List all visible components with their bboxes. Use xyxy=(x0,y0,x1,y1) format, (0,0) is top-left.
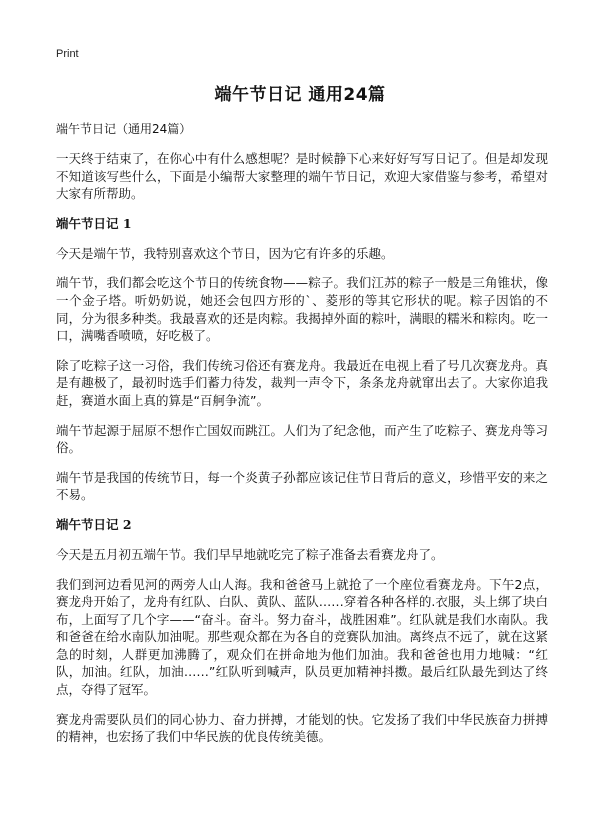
diary-1-heading: 端午节日记 1 xyxy=(56,215,132,231)
intro-paragraph: 一天终于结束了，在你心中有什么感想呢？是时候静下心来好好写写日记了。但是却发现不知道该写些什么，下面是小编帮大家整理的端午节日记，欢迎大家借鉴与参考，希望对大家有所帮助。 xyxy=(56,151,548,202)
diary-1-paragraph: 今天是端午节，我特别喜欢这个节日，因为它有许多的乐趣。 xyxy=(56,245,394,261)
diary-1-paragraph: 除了吃粽子这一习俗，我们传统习俗还有赛龙舟。我最近在电视上看了号几次赛龙舟。真是有趣极了，最初时选手们蓄力待发，裁判一声令下，条条龙舟就窜出去了。大家你追我赶，赛道水面上真的算是“百舸争流”。 xyxy=(56,357,548,408)
diary-1-paragraph: 端午节是我国的传统节日，每一个炎黄子孙都应该记住节日背后的意义，珍惜平安的来之不易。 xyxy=(56,469,548,503)
article-body xyxy=(56,120,548,758)
diary-2-heading: 端午节日记 2 xyxy=(56,516,132,532)
diary-1-paragraph: 端午节起源于屈原不想作亡国奴而跳江。人们为了纪念他，而产生了吃粽子、赛龙舟等习俗。 xyxy=(56,422,548,456)
page-title: 端午节日记 通用24篇 xyxy=(214,85,386,105)
print-link[interactable]: Print xyxy=(56,48,79,60)
diary-2-paragraph: 今天是五月初五端午节。我们早早地就吃完了粽子准备去看赛龙舟了。 xyxy=(56,546,444,562)
diary-2-paragraph: 赛龙舟需要队员们的同心协力、奋力拼搏，才能划的快。它发扬了我们中华民族奋力拼搏的精神，也宏扬了我们中华民族的优良传统美德。 xyxy=(56,711,548,745)
diary-1-paragraph: 端午节，我们都会吃这个节日的传统食物——粽子。我们江苏的粽子一般是三角锥状，像一个金子塔。听奶奶说，她还会包四方形的`、菱形的等其它形状的呢。粽子因馅的不同，分为很多种类。我最喜欢的还是肉粽。我揭掉外面的粽叶，满眼的糯米和粽肉。吃一口，满嘴香喷喷，好吃极了。 xyxy=(56,275,548,344)
diary-2-paragraph: 我们到河边看见河的两旁人山人海。我和爸爸马上就抢了一个座位看赛龙舟。下午2点，赛龙舟开始了，龙舟有红队、白队、黄队、蓝队……穿着各种各样的.衣服，头上绑了块白布，上面写了几个字——“奋斗。奋斗。努力奋斗，战胜困难”。红队就是我们水南队。我和爸爸在给水南队加油呢。那些观众都在为各自的竞赛队加油。离终点不远了，就在这紧急的时刻，人群更加沸腾了，观众们在拼命地为他们加油。我和爸爸也用力地喊：“红队，加油。红队，加油……”红队听到喊声，队员更加精神抖擞。最后红队最先到达了终点，夺得了冠军。 xyxy=(56,576,548,698)
article-subtitle: 端午节日记（通用24篇） xyxy=(56,122,192,136)
